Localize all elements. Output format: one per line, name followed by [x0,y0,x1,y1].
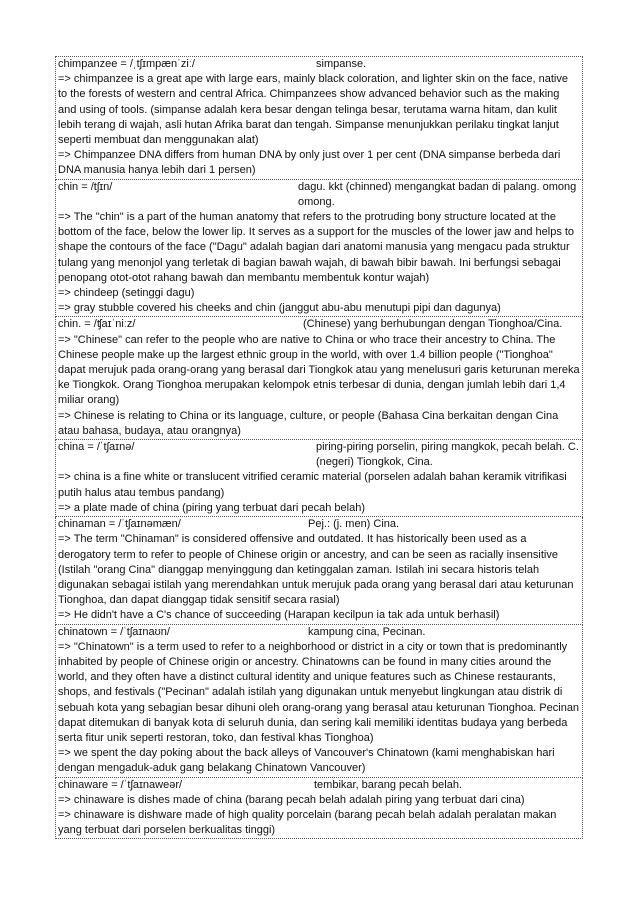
entry-meaning: piring-piring porselin, piring mangkok, pecah belah. C. (negeri) Tiongkok, Cina. [316,441,579,469]
entry-example-line: => Chimpanzee DNA differs from human DNA by only just over 1 per cent (DNA simpanse berbeda dari DNA manusia hanya lebih dari 1 persen) [58,149,561,177]
dictionary-entry [55,517,583,624]
dictionary-entry [55,778,583,840]
entry-meaning: dagu. kkt (chinned) mengangkat badan di palang. omong omong. [298,180,577,208]
entry-example-line: => gray stubble covered his cheeks and chin (janggut abu-abu menutupi pipi dan dagunya) [58,302,501,315]
dictionary-entry [55,317,583,440]
entry-example-line: => chimpanzee is a great ape with large ears, mainly black coloration, and lighter skin on the face, native to the forests of western and central Africa. Chimpanzees show advanced behavior such as the making and using of tools. (simpanse adalah kera besar dengan telinga besar, terutama warna hitam, dan kulit lebih terang di wajah, asli hutan Afrika barat dan tengah. Simpanse menunjukkan perilaku tingkat lanjut seperti membuat dan menggunakan alat) [58,73,568,147]
entry-meaning: (Chinese) yang berhubungan dengan Tionghoa/Cina. [303,318,563,331]
dictionary-entry [55,56,583,180]
entry-header [58,317,580,332]
entry-headword: chin. = /ʧaɪˈniːz/ [58,318,136,331]
entry-example-line: => He didn't have a C's chance of succeeding (Harapan kecilpun ia tak ada untuk berhasil) [58,609,500,622]
entry-example-line: => chindeep (setinggi dagu) [58,287,195,300]
entry-header [58,625,580,640]
entry-headword: chin = /tʃɪn/ [58,180,113,193]
entry-example-line: => we spent the day poking about the back alleys of Vancouver's Chinatown (kami menghabiskan hari dengan mengaduk-aduk gang belakang Chinatown Vancouver) [58,747,555,775]
entry-example-line: => The "chin" is a part of the human anatomy that refers to the protruding bony structure located at the bottom of the face, below the lower lip. It serves as a support for the muscles of the lower jaw and helps to shape the contours of the face ("Dagu" adalah bagian dari anatomi manusia yang mengacu pada struktur tulang yang menonjol yang terletak di bagian bawah wajah, di bawah bibir bawah. Ini berfungsi sebagai penopang otot-otot rahang bawah dan membantu membentuk kontur wajah) [58,211,575,284]
entry-example-line: => The term "Chinaman" is considered offensive and outdated. It has historically been used as a derogatory term to refer to people of Chinese origin or ancestry, and can be seen as racially insensitive (Istilah "orang Cina" dianggap menyinggung dan ketinggalan zaman. Istilah ini secara historis telah digunakan sebagai istilah yang merendahkan untuk merujuk pada orang yang berasal dari atau keturunan Tionghoa, dan dapat dianggap tidak sensitif secara rasial) [58,533,574,607]
entry-example-line: => Chinese is relating to China or its language, culture, or people (Bahasa Cina berkaitan dengan Cina atau bahasa, budaya, atau orangnya) [58,409,559,437]
dictionary-entry [55,180,583,318]
entry-headword: chinatown = /ˈtʃaɪnaʊn/ [58,625,170,638]
dictionary-entry [55,625,583,778]
entry-header [58,180,580,210]
entry-header [58,57,580,72]
dictionary-entry [55,440,583,517]
entry-example-line: => a plate made of china (piring yang terbuat dari pecah belah) [58,501,365,514]
entry-example-line: => "Chinese" can refer to the people who are native to China or who trace their ancestry to China. The Chinese people make up the largest ethnic group in the world, with over 1.4 billion people ("Tionghoa" dapat merujuk pada orang-orang yang berasal dari Tiongkok atau yang menelusuri garis keturunan mereka ke Tiongkok. Orang Tionghoa merupakan kelompok etnis terbesar di dunia, dengan jumlah lebih dari 1,4 miliar orang) [58,333,580,407]
entry-example-line: => china is a fine white or translucent vitrified ceramic material (porselen adalah bahan keramik vitrifikasi putih halus atau tembus pandang) [58,471,567,499]
entry-meaning: simpanse. [316,58,367,70]
entry-example-line: => chinaware is dishes made of china (barang pecah belah adalah piring yang terbuat dari cina) [58,793,525,806]
dictionary-page [55,56,583,839]
entry-headword: chinaman = /ˈtʃaɪnəmæn/ [58,518,181,531]
entry-header [58,440,580,470]
entry-headword: china = /ˈtʃaɪnə/ [58,441,135,454]
entry-header [58,778,580,793]
entry-header [58,517,580,532]
entry-headword: chimpanzee = /ˌtʃɪmpænˈziː/ [58,58,195,70]
entry-meaning: Pej.: (j. men) Cina. [308,518,400,531]
entry-meaning: kampung cina, Pecinan. [308,625,426,638]
entry-meaning: tembikar, barang pecah belah. [314,778,462,791]
entry-headword: chinaware = /ˈtʃaɪnaweər/ [58,778,183,791]
entry-example-line: => "Chinatown" is a term used to refer to a neighborhood or district in a city or town that is predominantly inhabited by people of Chinese origin or ancestry. Chinatowns can be found in many cities around the world, and they often have a distinct cultural identity and unique features such as Chinese restaurants, shops, and festivals ("Pecinan" adalah istilah yang digunakan untuk menyebut lingkungan atau distrik di sebuah kota yang sebagian besar dihuni oleh orang-orang yang berasal atau keturunan Tionghoa. Pecinan dapat ditemukan di banyak kota di seluruh dunia, dan sering kali memiliki identitas budaya yang berbeda serta fitur unik seperti restoran, toko, dan festival khas Tionghoa) [58,640,580,744]
entry-example-line: => chinaware is dishware made of high quality porcelain (barang pecah belah adalah peralatan makan yang terbuat dari porselen berkualitas tinggi) [58,808,557,837]
